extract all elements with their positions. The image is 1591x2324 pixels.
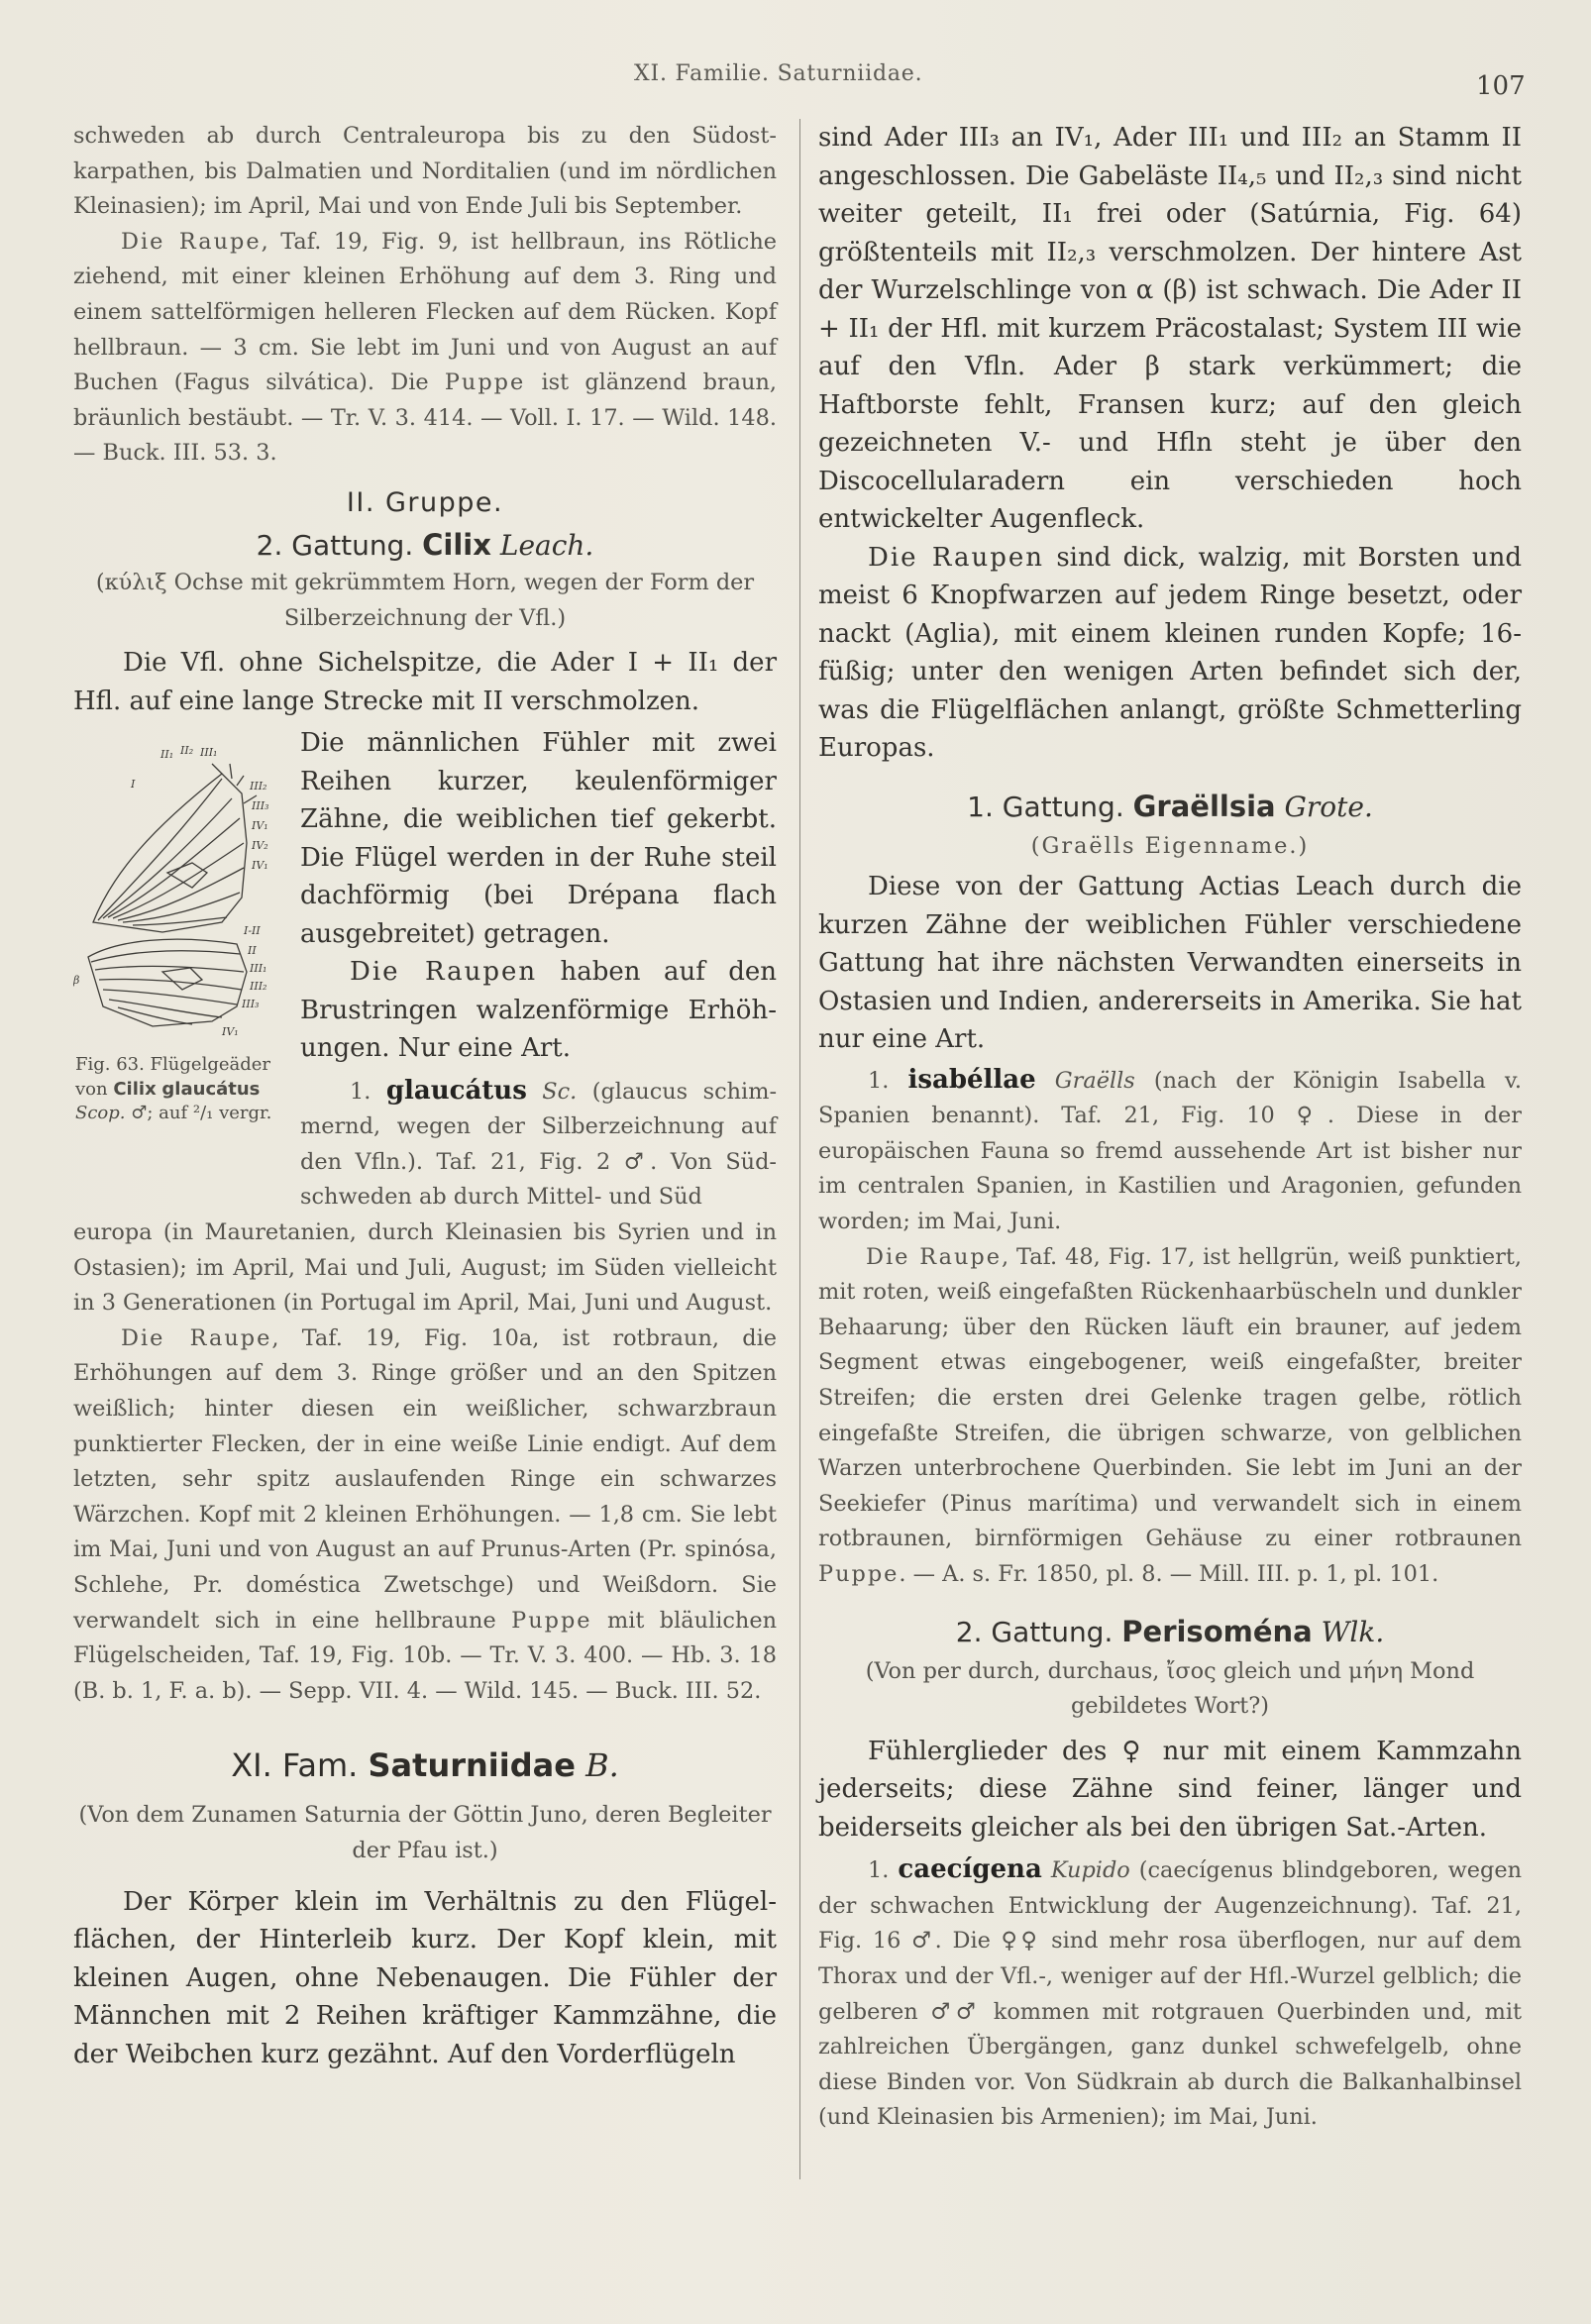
raupe-text: , Taf. 48, Fig. 17, ist hellgrün, weiß punktiert, mit roten, weiß eingefaßten Rückenhaarbüscheln und dunkler Behaarung; über den Rücken läuft ein brauner, auf jedem Segment etwas eingebogener, weiß eingefaßter, breiter Streifen; die ersten drei Gelenke tragen gelbe, rötlich eingefaßte Streifen, die übrigen schwarze, von gelblichen Warzen unterbrochene Querbinden. Sie lebt im Juni an der Seekiefer (Pinus marítima) und verwandelt sich in einem rotbraunen, birnförmigen Gehäuse zu einer rotbraunen: [818, 1243, 1522, 1552]
saturniidae-raupen: [818, 539, 1522, 768]
genus-prefix: 2. Gattung.: [955, 1615, 1114, 1648]
species-text: (glaucus schimmernd, wegen der Silberzeichnung auf den Vfln.). Taf. 21, Fig. 2 ♂. Von Südschweden ab durch Mittel- und Süd: [300, 1078, 778, 1211]
family-heading: [73, 1746, 777, 1784]
raupen-text: sind dick, walzig, mit Borsten und meist 6 Knopfwarzen auf jedem Ringe besetzt, oder nackt (Aglia), mit einem kleinen runden Kopfe; 16-füßig; unter den wenigen Arten befindet sich der, was die Flügelflächen anlangt, größte Schmetterling Europas.: [818, 542, 1522, 763]
raupen-label: Die Raupen: [350, 957, 538, 988]
fig-label-bottom: III₁: [250, 962, 267, 976]
species-author: Graëlls: [1054, 1067, 1135, 1094]
figure-63: [73, 724, 296, 1215]
species-number: 1.: [868, 1067, 890, 1094]
raupe-paragraph-1: [73, 225, 777, 472]
family-description: Der Körper klein im Verhältnis zu den Flügelflächen, der Hinterleib kurz. Der Kopf klein, mit kleinen Augen, ohne Nebenaugen. Die Fühler der Männchen mit 2 Reihen kräftiger Kammzähne, die der Weibchen kurz gezähnt. Auf den Vorderflügeln: [73, 1886, 777, 2069]
species-number: 1.: [868, 1857, 890, 1884]
running-head: XI. Familie. Saturniidae.: [634, 61, 923, 86]
genus-author: Grote.: [1284, 790, 1373, 823]
raupe-paragraph-2: [73, 1321, 777, 1710]
cilix-raupen-text: [300, 953, 777, 1068]
genus-heading-perisomena: [818, 1615, 1522, 1648]
wing-venation-diagram: [73, 724, 296, 1051]
fig-label-top: II₂: [180, 744, 194, 758]
family-etymology: (Von dem Zunamen Saturnia der Göttin Juno, deren Begleiter der Pfau ist.): [78, 1802, 772, 1863]
puppe-text: . — A. s. Fr. 1850, pl. 8. — Mill. III. p. 1, pl. 101.: [899, 1560, 1439, 1587]
species-isabellae: [818, 1063, 1522, 1240]
column-divider: [799, 119, 800, 2179]
fig-label-bottom: III₂: [250, 980, 267, 994]
fig-label-top: III₃: [252, 799, 269, 813]
caption-genus: Cilix: [113, 1078, 157, 1100]
raupen-text: haben auf den Brustringen walzenförmige Erhöhungen. Nur eine Art.: [300, 957, 777, 1064]
species-author: Kupido: [1050, 1857, 1130, 1884]
figure-block: [73, 724, 777, 1215]
species-number: 1.: [350, 1078, 371, 1105]
puppe-label: Puppe: [511, 1607, 592, 1634]
puppe-label: Puppe: [444, 370, 526, 396]
fig-label-bottom: III₃: [242, 998, 260, 1011]
species-glaucatus: [300, 1074, 777, 1215]
fig-label-top: III₂: [250, 780, 267, 793]
genus-etymology: (κύλιξ Ochse mit gekrümmtem Horn, wegen der Form der Silberzeichnung der Vfl.): [95, 569, 755, 631]
species-text: (caecígenus blindgeboren, wegen der schwachen Entwicklung der Augenzeichnung). Taf. 21, Fig. 16 ♂. Die ♀♀ sind mehr rosa überflogen, nur auf dem Thorax und der Vfl.-, weniger auf der Hfl.-Wurzel gelblich; die gelberen ♂♂ kommen mit rotgrauen Querbinden und, mit zahlreichen Übergängen, ganz dunkel schwefelgelb, ohne diese Binden vor. Von Südkrain ab durch die Balkanhalbinsel (und Kleinasien bis Armenien); im Mai, Juni.: [818, 1857, 1523, 2131]
left-column: [73, 119, 777, 2073]
fig-label-top: IV₁: [252, 859, 268, 873]
raupe-label: Die Raupe: [866, 1243, 1002, 1270]
puppe-text: mit bläulichen Flügelscheiden, Taf. 19, Fig. 10b. — Tr. V. 3. 400. — Hb. 3. 18 (B. b. 1, F. a. b). — Sepp. VII. 4. — Wild. 145. — Buck. III. 52.: [73, 1607, 777, 1704]
fig-label-top: I-II: [244, 924, 261, 938]
species-name: isabéllae: [907, 1064, 1036, 1095]
species-author: Sc.: [542, 1078, 578, 1105]
raupen-label: Die Raupen: [868, 542, 1045, 573]
puppe-label: Puppe: [818, 1560, 900, 1587]
fig-label-bottom: β: [73, 974, 80, 988]
figure-side-text: [296, 724, 777, 1215]
raupe-label: Die Raupe: [121, 1324, 272, 1351]
species-name: caecígena: [898, 1854, 1042, 1885]
graellsia-description: Diese von der Gattung Actias Leach durch die kurzen Zähne der weiblichen Fühler verschiedene Gattung hat ihre nächsten Verwandten einerseits in Ostasien und Indien, andererseits in Amerika. Sie hat nur eine Art.: [818, 872, 1522, 1055]
raupe-text: , Taf. 19, Fig. 10a, ist rotbraun, die Erhöhungen auf dem 3. Ringe größer und an den Spitzen weißlich; hinter diesen ein weißlicher, schwarzbraun punktierter Flecken, der in eine weiße Linie endigt. Auf dem letzten, sehr spitz auslaufenden Ringe ein schwarzes Wärzchen. Kopf mit 2 kleinen Erhöhungen. — 1,8 cm. Sie lebt im Mai, Juni und von August an auf Prunus-Arten (Pr. spinósa, Schlehe, Pr. doméstica Zwetschge) und Weißdorn. Sie verwandelt sich in eine hellbraune: [73, 1324, 777, 1634]
fig-label-top: II₁: [160, 748, 174, 762]
genus-name: Graëllsia: [1132, 789, 1276, 823]
fig-label-top: IV₁: [252, 819, 268, 833]
species-text: (nach der Königin Isabella v. Spanien benannt). Taf. 21, Fig. 10 ♀. Diese in der europäischen Fauna so fremd aussehende Art ist bisher nur im centralen Spanien, in Kastilien und Aragonien, gefunden worden; im Mai, Juni.: [818, 1067, 1523, 1234]
puppe-text: ist glänzend braun, bräunlich bestäubt. — Tr. V. 3. 414. — Voll. I. 17. — Wild. 148. — Buck. III. 53. 3.: [73, 370, 777, 467]
genus-author: Leach.: [499, 528, 594, 562]
raupe-text: , Taf. 19, Fig. 9, ist hellbraun, ins Rötliche ziehend, mit einer kleinen Erhöhung auf dem 3. Ring und einem sattelförmigen helleren Flecken auf dem Rücken. Kopf hellbraun. — 3 cm. Sie lebt im Juni und von August an auf Buchen (Fagus silvática). Die: [73, 228, 777, 396]
cilix-description: Die Vfl. ohne Sichelspitze, die Ader I + II₁ der Hfl. auf eine lange Strecke mit II verschmolzen.: [73, 648, 777, 716]
isabellae-raupe: [818, 1240, 1522, 1593]
genus-prefix: 1. Gattung.: [967, 790, 1124, 823]
fig-label-top: IV₂: [252, 839, 268, 853]
fig-label-top: I: [131, 778, 136, 792]
fig-label-bottom: IV₁: [222, 1025, 239, 1039]
species-name: glaucátus: [385, 1075, 527, 1106]
genus-etymology: (Graëlls Eigenname.): [1030, 832, 1310, 859]
species-caecigena: [818, 1852, 1522, 2136]
right-column: [818, 119, 1522, 2136]
perisomena-description: Fühlerglieder des ♀ nur mit einem Kammzahn jederseits; diese Zähne sind feiner, länger und beiderseits gleicher als bei den übrigen Sat.-Arten.: [818, 1736, 1522, 1843]
genus-etymology: (Von per durch, durchaus, ἴσος gleich und μήνη Mond gebildetes Wort?): [865, 1657, 1475, 1720]
continued-paragraph: schweden ab durch Centraleuropa bis zu den Südostkarpathen, bis Dalmatien und Norditalien (und im nördlichen Kleinasien); im April, Mai und von Ende Juli bis September.: [73, 123, 777, 220]
genus-name: Cilix: [422, 527, 491, 562]
genus-author: Wlk.: [1321, 1615, 1385, 1648]
family-prefix: XI. Fam.: [231, 1746, 359, 1785]
genus-heading-graellsia: [818, 790, 1522, 823]
page-number: 107: [1476, 71, 1526, 101]
genus-name: Perisoména: [1121, 1614, 1313, 1648]
caption-prefix: Fig. 63. Flügelgeäder von: [75, 1054, 271, 1100]
fig-label-bottom: II: [248, 944, 257, 958]
family-name: Saturniidae: [368, 1746, 576, 1785]
cilix-antenna-text: Die männlichen Fühler mit zwei Reihen kurzer, keulenförmiger Zähne, die weiblichen tief gekerbt. Die Flügel werden in der Ruhe steil dachförmig (bei Drépana flach ausgebreitet) getragen.: [300, 728, 777, 949]
caption-species: glaucátus: [161, 1078, 261, 1100]
figure-caption: [73, 1053, 296, 1126]
fig-label-top: III₁: [200, 746, 218, 760]
genus-heading-cilix: [73, 528, 777, 562]
family-description-cont: sind Ader III₃ an IV₁, Ader III₁ und III₂ an Stamm II angeschlossen. Die Gabeläste II₄,₅ und II₂,₃ sind nicht weiter geteilt, II₁ frei oder (Satúrnia, Fig. 64) größtenteils mit II₂,₃ verschmolzen. Der hintere Ast der Wurzelschlinge von α (β) ist schwach. Die Ader II + II₁ der Hfl. mit kurzem Präcostalast; System III wie auf den Vfln. Ader β stark verkümmert; die Haftborste fehlt, Fransen kurz; auf den gleich gezeichneten V.- und Hfln steht je über den Discocellularadern ein verschieden hoch entwickelter Augenfleck.: [818, 123, 1522, 534]
caption-suffix: ♂; auf ²/₁ vergr.: [131, 1103, 272, 1124]
group-heading: II. Gruppe.: [346, 486, 504, 518]
species-glaucatus-cont: europa (in Mauretanien, durch Kleinasien bis Syrien und in Ostasien); im April, Mai und Juli, August; im Süden vielleicht in 3 Generationen (in Portugal im April, Mai, Juni und August.: [73, 1219, 777, 1317]
raupe-label: Die Raupe: [121, 228, 262, 255]
family-author: B.: [585, 1746, 619, 1785]
caption-author: Scop.: [75, 1103, 126, 1124]
genus-prefix: 2. Gattung.: [256, 528, 414, 562]
